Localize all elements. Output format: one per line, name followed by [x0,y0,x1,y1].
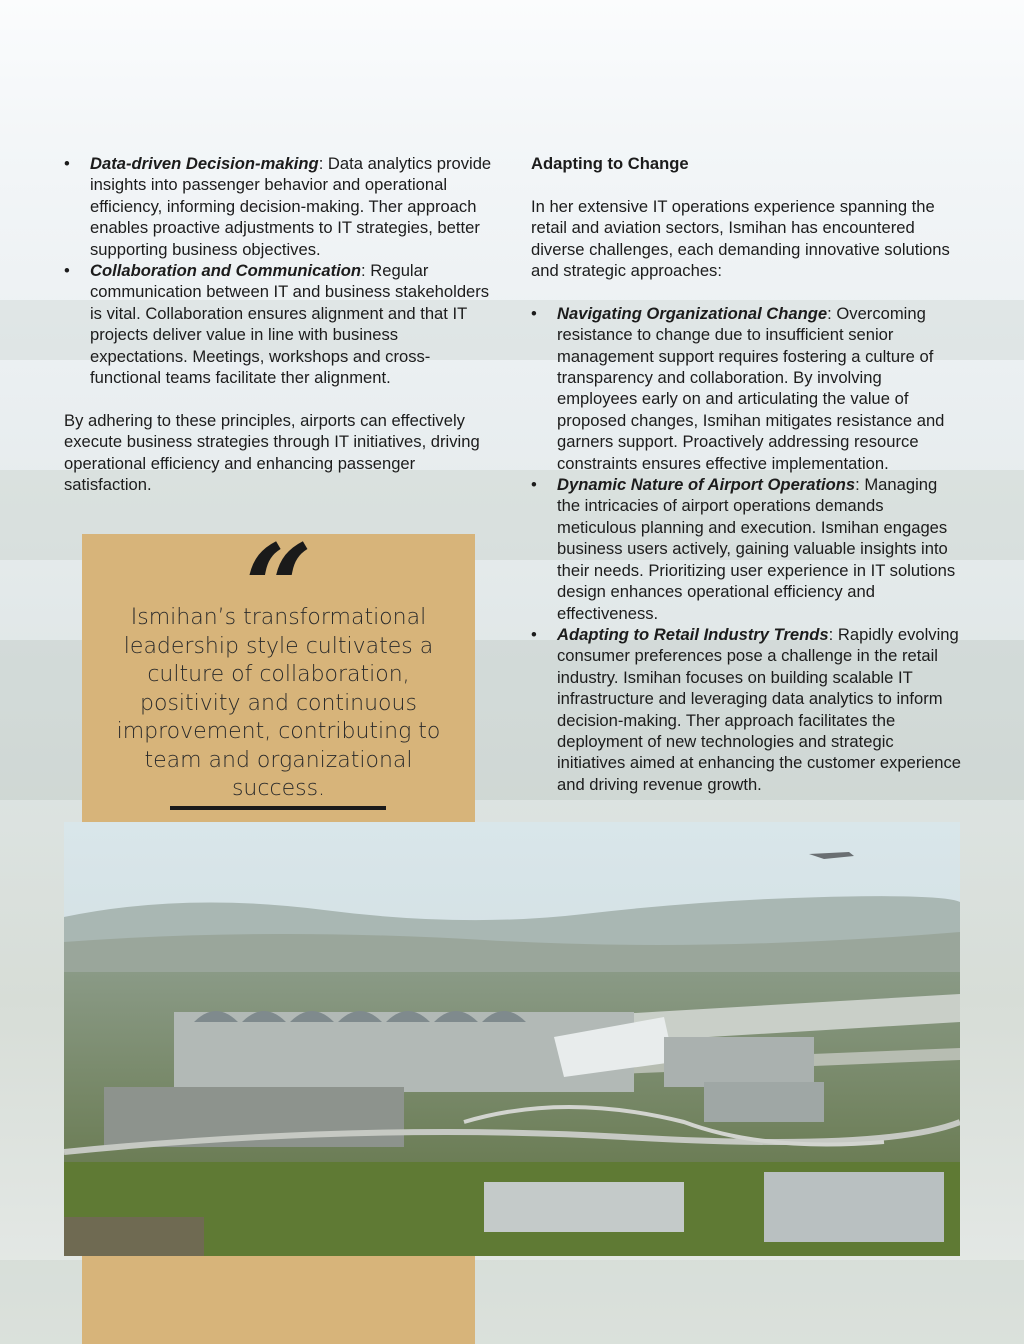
list-item [531,474,963,624]
left-column [64,153,496,495]
intro-paragraph: In her extensive IT operations experience spanning the retail and aviation sectors, Ismihan has encountered diverse challenges, each demanding innovative solutions and strategic approaches: [531,196,950,281]
airport-aerial-photo [64,822,960,1256]
list-item [64,260,496,388]
bullet-text: : Regular communication between IT and business stakeholders is vital. Collaboration ensures alignment and that IT projects deliver value in line with business expectations. Meetings, workshops and cross-functional teams facilitate ther alignment. [90,261,490,388]
quote-mark-icon: “ [244,518,313,657]
list-item [531,624,963,795]
bullet-term: Adapting to Retail Industry Trends [557,624,829,644]
list-item [64,153,496,260]
section-heading: Adapting to Change [531,154,689,173]
bullet-icon: • [64,261,70,281]
bullet-term: Collaboration and Communication [90,261,362,281]
bullet-term: Data-driven Decision-making [90,154,319,173]
bullet-icon: • [531,475,537,495]
summary-paragraph: By adhering to these principles, airports can effectively execute business strategies through IT initiatives, driving operational efficiency and enhancing passenger satisfaction. [64,410,480,495]
bullet-text: : Rapidly evolving consumer preferences pose a challenge in the retail industry. Ismihan focuses on building scalable IT infrastructure and leveraging data analytics to inform decision-making. Ther approach facilitates the deployment of new technologies and strategic initiatives aimed at enhancing the customer experience and driving revenue growth. [557,624,962,794]
bullet-text: : Data analytics provide insights into passenger behavior and operational efficiency, informing decision-making. Ther approach enables proactive adjustments to IT strategies, better supporting business objectives. [90,154,492,259]
bullet-term: Dynamic Nature of Airport Operations [557,475,856,495]
pull-quote-text: Ismihan’s transformational leadership style cultivates a culture of collaboration, positivity and continuous improvement, contributing to team and organizational success. [116,605,441,801]
bullet-term: Navigating Organizational Change [557,303,828,323]
bullet-icon: • [531,624,537,644]
right-column [531,153,963,795]
quote-divider [170,806,386,810]
bullet-icon: • [531,303,537,323]
bullet-text: : Managing the intricacies of airport operations demands meticulous planning and execution. Ismihan engages business users actively, gaining valuable insights into their needs. Prioritizing user experience in IT solutions design enhances operational efficiency and effectiveness. [557,475,956,623]
bullet-icon: • [64,154,70,173]
bullet-text: : Overcoming resistance to change due to insufficient senior management support requires fostering a culture of transparency and collaboration. By involving employees early on and articulating the value of proposed changes, Ismihan mitigates resistance and garners support. Proactively addressing resource constraints ensures effective implementation. [557,303,945,473]
list-item [531,303,963,474]
right-bullet-list [531,303,963,795]
left-bullet-list [64,153,496,388]
